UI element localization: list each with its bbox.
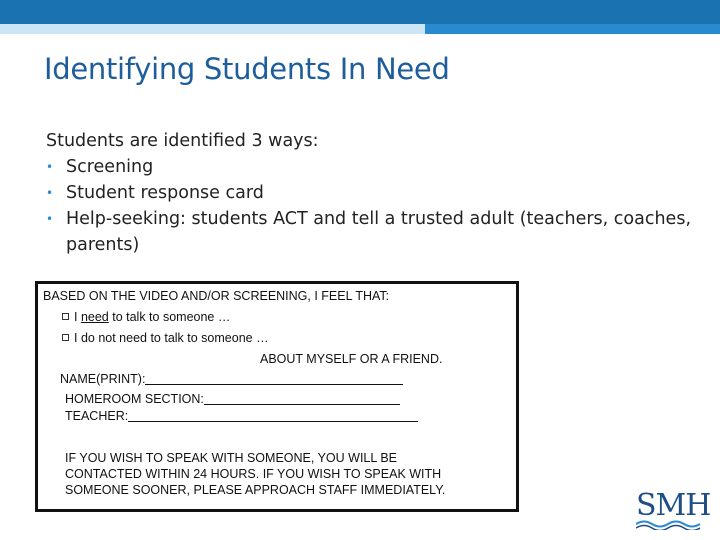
header-accent-dark — [425, 24, 720, 34]
bullet-list — [46, 154, 706, 258]
bullet-item: • Help-seeking: students ACT and tell a trusted adult (teachers, coaches, parents) — [46, 206, 706, 258]
footer-line: SOMEONE SOONER, PLEASE APPROACH STAFF IMMEDIATELY. — [65, 483, 446, 497]
homeroom-field[interactable]: HOMEROOM SECTION: — [65, 392, 400, 406]
about-text: ABOUT MYSELF OR A FRIEND. — [260, 352, 443, 366]
wave-icon — [636, 518, 706, 530]
smh-logo — [636, 488, 711, 528]
bullet-item: • Screening — [46, 154, 706, 180]
teacher-field[interactable]: TEACHER: — [65, 409, 418, 423]
checkbox-icon[interactable] — [62, 334, 69, 341]
slide-title: Identifying Students In Need — [44, 52, 450, 86]
option-no-need-talk[interactable]: I do not need to talk to someone … — [62, 331, 269, 345]
bullet-icon: • — [46, 212, 54, 226]
logo-text: SMH — [636, 488, 711, 523]
footer-line: CONTACTED WITHIN 24 HOURS. IF YOU WISH TO SPEAK WITH — [65, 467, 442, 481]
name-field[interactable]: NAME(PRINT): — [60, 372, 403, 386]
header-band — [0, 0, 720, 24]
response-card — [35, 281, 519, 512]
card-heading: BASED ON THE VIDEO AND/OR SCREENING, I FEEL THAT: — [43, 289, 390, 303]
checkbox-icon[interactable] — [62, 313, 69, 320]
bullet-icon: • — [46, 186, 54, 200]
slide-body — [46, 128, 706, 258]
bullet-icon: • — [46, 160, 54, 174]
option-need-talk[interactable]: I need to talk to someone … — [62, 310, 230, 324]
bullet-item: • Student response card — [46, 180, 706, 206]
footer-line: IF YOU WISH TO SPEAK WITH SOMEONE, YOU WILL BE — [65, 451, 398, 465]
intro-text: Students are identified 3 ways: — [46, 131, 319, 151]
